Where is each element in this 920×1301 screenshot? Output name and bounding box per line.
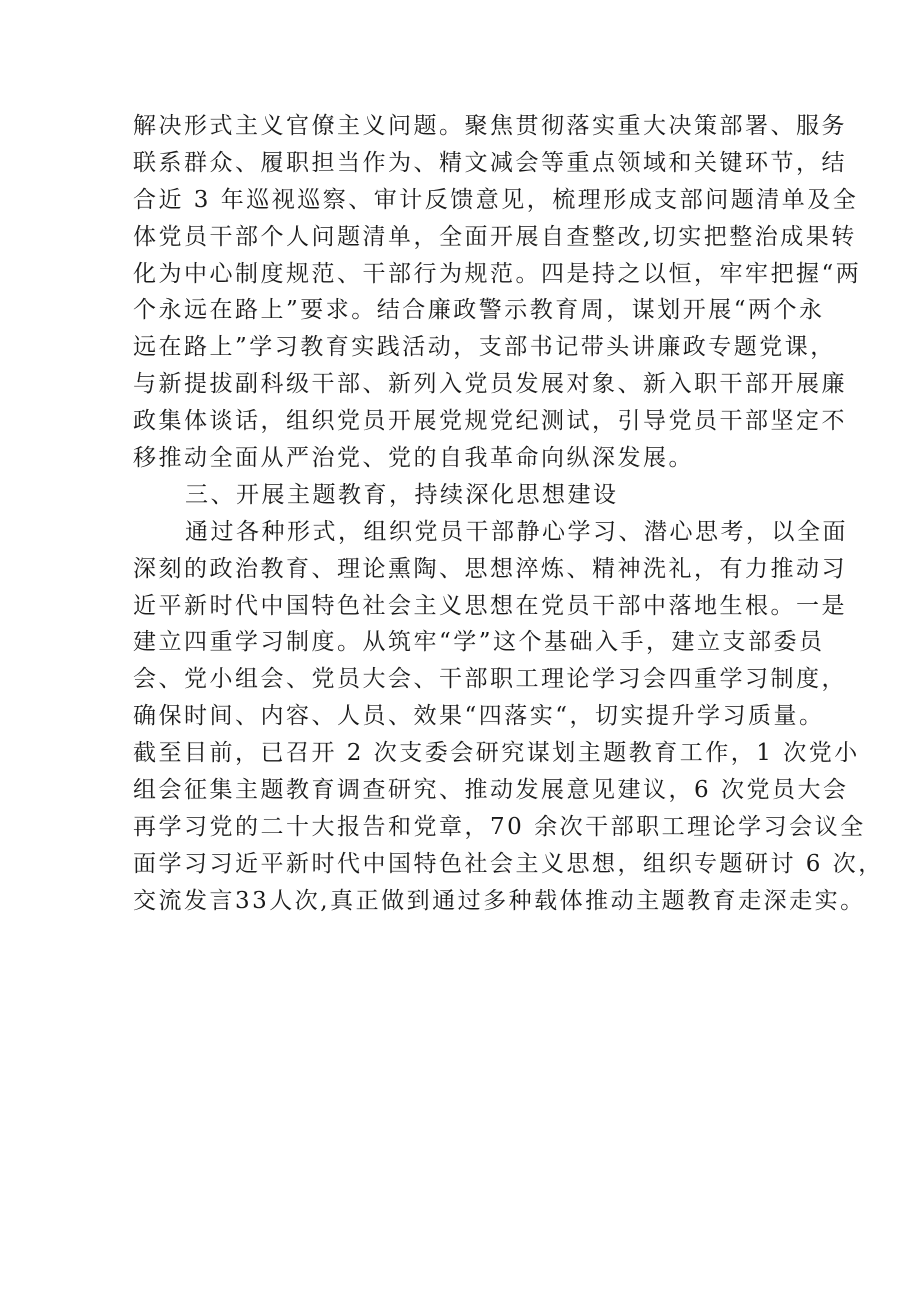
text-line: 近平新时代中国特色社会主义思想在党员干部中落地生根。一是 [133, 592, 847, 619]
text-line: 与新提拔副科级干部、新列入党员发展对象、新入职干部开展廉 [133, 371, 847, 398]
text-line: 政集体谈话，组织党员开展党规党纪测试，引导党员干部坚定不 [133, 408, 847, 435]
text-line: 通过各种形式，组织党员干部静心学习、潜心思考，以全面 [185, 518, 848, 545]
text-line: 交流发言33人次,真正做到通过多种载体推动主题教育走深走实。 [133, 887, 866, 914]
text-line: 会、党小组会、党员大会、干部职工理论学习会四重学习制度， [133, 666, 847, 693]
text-line: 解决形式主义官僚主义问题。聚焦贯彻落实重大决策部署、服务 [133, 113, 847, 139]
text-line: 联系群众、履职担当作为、精文减会等重点领域和关键环节，结 [133, 149, 847, 176]
text-line: 体党员干部个人问题清单，全面开展自查整改,切实把整治成果转 [133, 223, 857, 250]
text-line: 移推动全面从严治党、党的自我革命向纵深发展。 [133, 445, 694, 472]
text-line: 确保时间、内容、人员、效果“四落实“，切实提升学习质量。 [133, 703, 825, 730]
paragraph-study-system [133, 514, 884, 920]
text-line: 合近 3 年巡视巡察、审计反馈意见，梳理形成支部问题清单及全 [133, 186, 859, 213]
text-line: 再学习党的二十大报告和党章，70 余次干部职工理论学习会议全 [133, 813, 866, 840]
text-line: 化为中心制度规范、干部行为规范。四是持之以恒，牢牢把握“两 [133, 260, 862, 287]
text-line: 面学习习近平新时代中国特色社会主义思想，组织专题研讨 6 次， [133, 850, 884, 877]
document-body [133, 108, 884, 920]
text-line: 建立四重学习制度。从筑牢“学”这个基础入手，建立支部委员 [133, 629, 825, 656]
section-heading: 三、开展主题教育，持续深化思想建设 [185, 481, 619, 508]
text-line: 远在路上”学习教育实践活动，支部书记带头讲廉政专题党课， [133, 334, 836, 361]
paragraph-continuation [133, 108, 862, 477]
text-line: 截至目前，已召开 2 次支委会研究谋划主题教育工作，1 次党小 [133, 740, 860, 767]
text-line: 组会征集主题教育调查研究、推动发展意见建议，6 次党员大会 [133, 777, 849, 804]
text-line: 深刻的政治教育、理论熏陶、思想淬炼、精神洗礼，有力推动习 [133, 555, 847, 582]
text-line: 个永远在路上”要求。结合廉政警示教育周，谋划开展“两个永 [133, 297, 825, 324]
